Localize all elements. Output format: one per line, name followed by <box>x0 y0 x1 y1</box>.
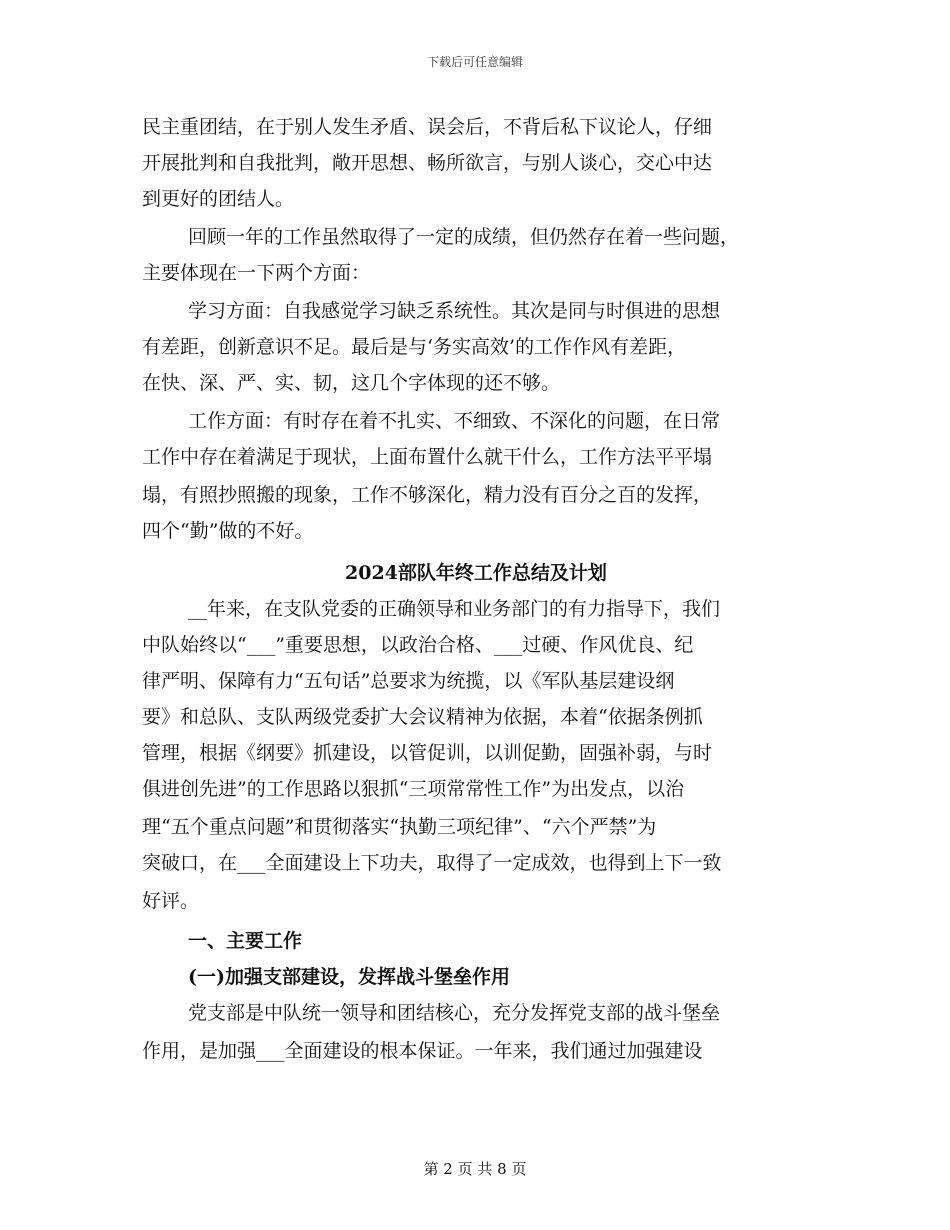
text-line: 塌，有照抄照搬的现象，工作不够深化，精力没有百分之百的发挥， <box>142 484 713 506</box>
text-line: 在快、深、严、实、韧，这几个字体现的还不够。 <box>142 372 561 394</box>
text-line: 好评。 <box>142 890 200 912</box>
paragraph-start: 回顾一年的工作虽然取得了一定的成绩，但仍然存在着一些问题， <box>188 226 740 248</box>
section-title: 2024部队年终工作总结及计划 <box>345 562 607 584</box>
text-line: 中队始终以“___”重要思想，以政治合格、___过硬、作风优良、纪 <box>142 634 694 656</box>
paragraph-start: 党支部是中队统一领导和团结核心，充分发挥党支部的战斗堡垒 <box>188 1002 721 1024</box>
text-line: 律严明、保障有力“五句话”总要求为统揽，以《军队基层建设纲 <box>142 670 675 692</box>
heading-main-work: 一、主要工作 <box>188 930 303 952</box>
text-line: 主要体现在一下两个方面： <box>142 262 371 284</box>
text-line: 工作中存在着满足于现状，上面布置什么就干什么，工作方法平平塌 <box>142 446 713 468</box>
header-note: 下载后可任意编辑 <box>426 55 523 69</box>
text-line: 管理，根据《纲要》抓建设，以管促训，以训促勤，固强补弱，与时 <box>142 742 713 764</box>
paragraph-start: 学习方面：自我感觉学习缺乏系统性。其次是同与时俱进的思想 <box>188 300 721 322</box>
paragraph-start: __年来，在支队党委的正确领导和业务部门的有力指导下，我们 <box>188 598 721 620</box>
text-line: 民主重团结，在于别人发生矛盾、误会后，不背后私下议论人，仔细 <box>142 116 713 138</box>
text-line: 突破口，在___全面建设上下功夫，取得了一定成效，也得到上下一致 <box>142 852 722 874</box>
document-body <box>142 0 810 1230</box>
text-line: 有差距，创新意识不足。最后是与‘务实高效’的工作作风有差距， <box>142 336 687 358</box>
text-line: 四个“勤”做的不好。 <box>142 520 314 542</box>
page-number: 第 2 页 共 8 页 <box>423 1160 527 1178</box>
text-line: 俱进创先进”的工作思路以狠抓“三项常常性工作”为出发点，以治 <box>142 778 685 800</box>
text-line: 开展批判和自我批判，敞开思想、畅所欲言，与别人谈心，交心中达 <box>142 152 713 174</box>
text-line: 到更好的团结人。 <box>142 188 295 210</box>
subheading-party-branch: (一)加强支部建设，发挥战斗堡垒作用 <box>188 966 510 988</box>
text-line: 理“五个重点问题”和贯彻落实“执勤三项纪律”、“六个严禁”为 <box>142 816 657 838</box>
paragraph-start: 工作方面：有时存在着不扎实、不细致、不深化的问题，在日常 <box>188 410 721 432</box>
text-line: 作用，是加强___全面建设的根本保证。一年来，我们通过加强建设 <box>142 1040 703 1062</box>
text-line: 要》和总队、支队两级党委扩大会议精神为依据，本着“依据条例抓 <box>142 706 703 728</box>
